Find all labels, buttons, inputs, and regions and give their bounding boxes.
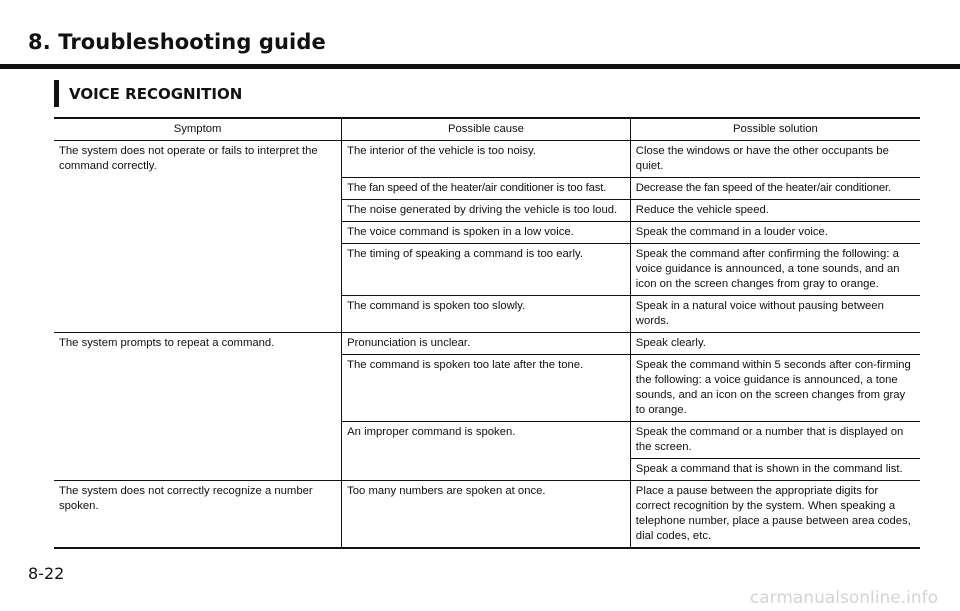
- table-row: [54, 333, 920, 355]
- solution-cell: Speak in a natural voice without pausing between words.: [630, 296, 920, 333]
- symptom-cell: The system does not operate or fails to interpret the command correctly.: [54, 141, 342, 333]
- cause-cell: Pronunciation is unclear.: [342, 333, 631, 355]
- cause-cell: The noise generated by driving the vehicle is too loud.: [342, 200, 631, 222]
- symptom-cell: The system prompts to repeat a command.: [54, 333, 342, 481]
- solution-cell: Speak clearly.: [630, 333, 920, 355]
- cause-cell: The command is spoken too late after the tone.: [342, 355, 631, 422]
- solution-cell: Decrease the fan speed of the heater/air conditioner.: [630, 178, 920, 200]
- solution-cell: Speak the command or a number that is displayed on the screen.: [630, 422, 920, 459]
- section-marker-bar: [54, 80, 59, 107]
- cause-cell: The interior of the vehicle is too noisy.: [342, 141, 631, 178]
- symptom-cell: The system does not correctly recognize a number spoken.: [54, 481, 342, 549]
- cause-cell: The voice command is spoken in a low voice.: [342, 222, 631, 244]
- cause-cell: An improper command is spoken.: [342, 422, 631, 481]
- table-row: [54, 481, 920, 549]
- solution-cell: Close the windows or have the other occupants be quiet.: [630, 141, 920, 178]
- header-possible-cause: Possible cause: [342, 118, 631, 141]
- cause-cell: The timing of speaking a command is too early.: [342, 244, 631, 296]
- solution-cell: Speak a command that is shown in the command list.: [630, 459, 920, 481]
- section-title: VOICE RECOGNITION: [69, 85, 243, 103]
- troubleshooting-table: [54, 117, 920, 549]
- solution-cell: Speak the command after confirming the following: a voice guidance is announced, a tone sounds, and an icon on the screen changes from gray to orange.: [630, 244, 920, 296]
- header-symptom: Symptom: [54, 118, 342, 141]
- solution-cell: Place a pause between the appropriate digits for correct recognition by the system. When speaking a telephone number, place a pause between area codes, dial codes, etc.: [630, 481, 920, 549]
- cause-cell: The command is spoken too slowly.: [342, 296, 631, 333]
- page-number: 8-22: [28, 564, 65, 583]
- table-header-row: [54, 118, 920, 141]
- solution-cell: Speak the command within 5 seconds after con-firming the following: a voice guidance is announced, a tone sounds, and an icon on the screen changes from gray to orange.: [630, 355, 920, 422]
- solution-cell: Reduce the vehicle speed.: [630, 200, 920, 222]
- chapter-divider: [0, 64, 960, 69]
- chapter-title: 8. Troubleshooting guide: [28, 30, 326, 54]
- solution-cell: Speak the command in a louder voice.: [630, 222, 920, 244]
- cause-cell: Too many numbers are spoken at once.: [342, 481, 631, 549]
- table-row: [54, 141, 920, 178]
- header-possible-solution: Possible solution: [630, 118, 920, 141]
- cause-cell: The fan speed of the heater/air conditioner is too fast.: [342, 178, 631, 200]
- watermark: carmanualsonline.info: [749, 588, 938, 608]
